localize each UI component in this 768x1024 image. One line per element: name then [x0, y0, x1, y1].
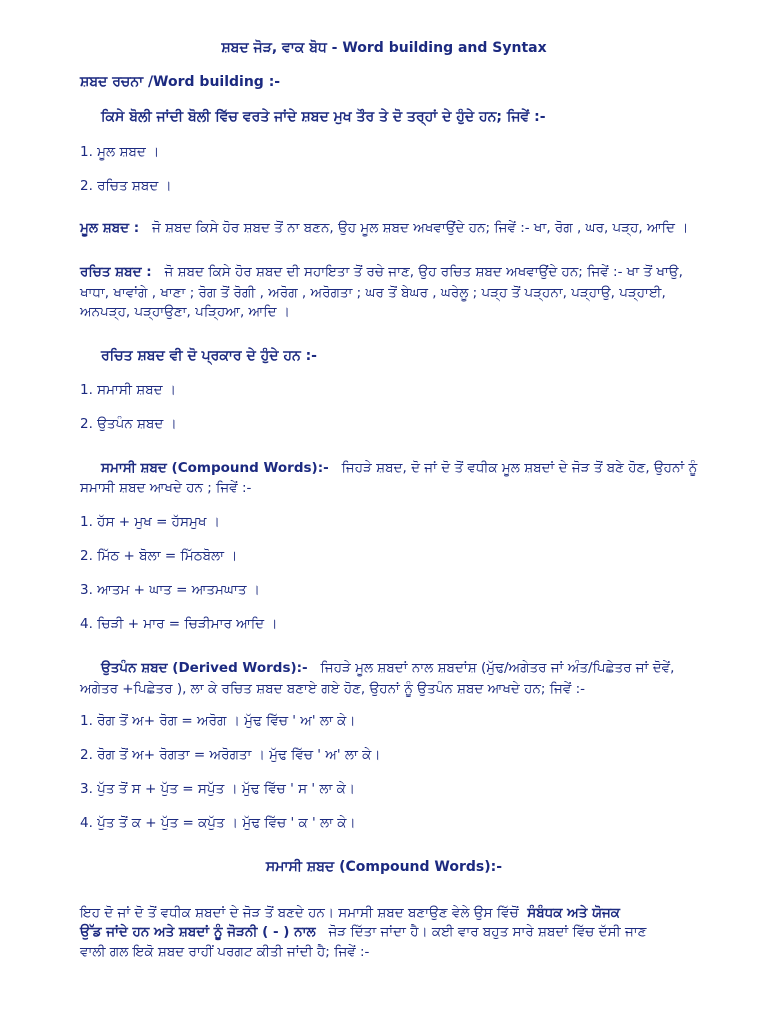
list-item: 2. ਰੋਗ ਤੋਂ ਅ+ ਰੋਗਤਾ = ਅਰੋਗਤਾ । ਮੁੱਢ ਵਿੱਚ ' ਅ' ਲਾ ਕੇ।: [80, 747, 381, 763]
samasi2-text-1b: ਸੰਬੰਧਕ ਅਤੇ ਯੋਜਕ: [527, 905, 621, 921]
word-building-heading: ਸ਼ਬਦ ਰਚਨਾ /Word building :-: [80, 74, 281, 90]
utpann-paragraph-line-1: [101, 658, 674, 678]
samasi-section-heading: ਸਮਾਸੀ ਸ਼ਬਦ (Compound Words):-: [265, 859, 503, 875]
list-item: 4. ਚਿੜੀ + ਮਾਰ = ਚਿੜੀਮਾਰ ਆਦਿ ।: [80, 616, 278, 632]
samasi2-text-2a: ਉੱਡ ਜਾਂਦੇ ਹਨ ਅਤੇ ਸ਼ਬਦਾਂ ਨੂੰ ਜੋੜਨੀ ( - ) ਨਾਲ: [80, 924, 316, 940]
list-item: 2. ਰਚਿਤ ਸ਼ਬਦ ।: [80, 178, 172, 194]
rachit-text-2: ਖਾਧਾ, ਖਾਵਾਂਗੇ , ਖਾਣਾ ; ਰੋਗ ਤੋਂ ਰੋਗੀ , ਅਰੋਗ , ਅਰੋਗਤਾ ; ਘਰ ਤੋਂ ਬੇਘਰ , ਘਰੇਲੂ ; ਪੜ੍ਹ ਤੋਂ ਪੜ੍ਹਨਾ, ਪੜ੍ਹਾਉ, ਪੜ੍ਹਾਈ,: [80, 285, 666, 301]
samasi2-line-2: [80, 922, 646, 942]
samasi-label: ਸਮਾਸੀ ਸ਼ਬਦ (Compound Words):-: [101, 460, 329, 476]
samasi2-text-1a: ਇਹ ਦੋ ਜਾਂ ਦੋ ਤੋਂ ਵਧੀਕ ਸ਼ਬਦਾਂ ਦੇ ਜੋੜ ਤੋਂ ਬਣਦੇ ਹਨ। ਸਮਾਸੀ ਸ਼ਬਦ ਬਣਾਉਣ ਵੇਲੇ ਉਸ ਵਿੱਚੋਂ: [80, 905, 519, 921]
list-item: 2. ਉਤਪੰਨ ਸ਼ਬਦ ।: [80, 416, 177, 432]
rachit-text-3: ਅਨਪੜ੍ਹ, ਪੜ੍ਹਾਉਣਾ, ਪੜ੍ਹਿਆ, ਆਦਿ ।: [80, 304, 290, 320]
list-item: 2. ਮਿੱਠ + ਬੋਲਾ = ਮਿੱਠਬੋਲਾ ।: [80, 548, 238, 564]
list-item: 3. ਆਤਮ + ਘਾਤ = ਆਤਮਘਾਤ ।: [80, 582, 260, 598]
rachit-paragraph-line-1: [80, 262, 683, 282]
samasi-text-2: ਸਮਾਸੀ ਸ਼ਬਦ ਆਖਦੇ ਹਨ ; ਜਿਵੇਂ :-: [80, 480, 252, 496]
utpann-label: ਉਤਪੰਨ ਸ਼ਬਦ (Derived Words):-: [101, 660, 308, 676]
samasi2-line-1: [80, 903, 620, 923]
samasi2-line-3: ਵਾਲੀ ਗਲ ਇਕੋ ਸ਼ਬਦ ਰਾਹੀਂ ਪਰਗਟ ਕੀਤੀ ਜਾਂਦੀ ਹੈ; ਜਿਵੇਂ :-: [80, 944, 370, 960]
word-building-intro: ਕਿਸੇ ਬੋਲੀ ਜਾਂਦੀ ਬੋਲੀ ਵਿੱਚ ਵਰਤੇ ਜਾਂਦੇ ਸ਼ਬਦ ਮੁਖ ਤੌਰ ਤੇ ਦੋ ਤਰ੍ਹਾਂ ਦੇ ਹੁੰਦੇ ਹਨ; ਜਿਵੇਂ :-: [101, 109, 546, 125]
list-item: 1. ਹੱਸ + ਮੁਖ = ਹੱਸਮੁਖ ।: [80, 514, 220, 530]
mool-text: ਜੋ ਸ਼ਬਦ ਕਿਸੇ ਹੋਰ ਸ਼ਬਦ ਤੋਂ ਨਾ ਬਣਨ, ਉਹ ਮੂਲ ਸ਼ਬਦ ਅਖਵਾਉਂਦੇ ਹਨ; ਜਿਵੇਂ :- ਖਾ, ਰੋਗ , ਘਰ, ਪੜ੍ਹ, ਆਦਿ ।: [152, 220, 689, 236]
list-item: 4. ਪੁੱਤ ਤੋਂ ਕ + ਪੁੱਤ = ਕਪੁੱਤ । ਮੁੱਢ ਵਿੱਚ ' ਕ ' ਲਾ ਕੇ।: [80, 815, 356, 831]
utpann-text-1: ਜਿਹੜੇ ਮੂਲ ਸ਼ਬਦਾਂ ਨਾਲ ਸ਼ਬਦਾਂਸ਼ (ਮੁੱਢ/ਅਗੇਤਰ ਜਾਂ ਅੰਤ/ਪਿਛੇਤਰ ਜਾਂ ਦੋਵੇਂ,: [320, 660, 675, 676]
page-title: ਸ਼ਬਦ ਜੋੜ, ਵਾਕ ਬੋਧ - Word building and Syntax: [221, 40, 547, 56]
list-item: 1. ਸਮਾਸੀ ਸ਼ਬਦ ।: [80, 382, 176, 398]
samasi2-text-2b: ਜੋੜ ਦਿੱਤਾ ਜਾਂਦਾ ਹੈ। ਕਈ ਵਾਰ ਬਹੁਤ ਸਾਰੇ ਸ਼ਬਦਾਂ ਵਿੱਚ ਦੱਸੀ ਜਾਣ: [328, 924, 647, 940]
utpann-text-2: ਅਗੇਤਰ +ਪਿਛੇਤਰ ), ਲਾ ਕੇ ਰਚਿਤ ਸ਼ਬਦ ਬਣਾਏ ਗਏ ਹੋਣ, ਉਹਨਾਂ ਨੂੰ ਉਤਪੰਨ ਸ਼ਬਦ ਆਖਦੇ ਹਨ; ਜਿਵੇਂ :-: [80, 681, 586, 697]
samasi-paragraph-line-1: [101, 458, 697, 478]
rachit-text-1: ਜੋ ਸ਼ਬਦ ਕਿਸੇ ਹੋਰ ਸ਼ਬਦ ਦੀ ਸਹਾਇਤਾ ਤੋਂ ਰਚੇ ਜਾਣ, ਉਹ ਰਚਿਤ ਸ਼ਬਦ ਅਖਵਾਉਂਦੇ ਹਨ; ਜਿਵੇਂ :- ਖਾ ਤੋਂ ਖਾਉ,: [164, 264, 683, 280]
mool-label: ਮੂਲ ਸ਼ਬਦ :: [80, 220, 140, 236]
rachit-label: ਰਚਿਤ ਸ਼ਬਦ :: [80, 264, 152, 280]
mool-paragraph: [80, 218, 688, 238]
samasi-text-1: ਜਿਹੜੇ ਸ਼ਬਦ, ਦੋ ਜਾਂ ਦੋ ਤੋਂ ਵਧੀਕ ਮੂਲ ਸ਼ਬਦਾਂ ਦੇ ਜੋੜ ਤੋਂ ਬਣੇ ਹੋਣ, ਉਹਨਾਂ ਨੂੰ: [341, 460, 698, 476]
rachit-types-heading: ਰਚਿਤ ਸ਼ਬਦ ਵੀ ਦੋ ਪ੍ਰਕਾਰ ਦੇ ਹੁੰਦੇ ਹਨ :-: [101, 348, 317, 364]
list-item: 1. ਰੋਗ ਤੋਂ ਅ+ ਰੋਗ = ਅਰੋਗ । ਮੁੱਢ ਵਿੱਚ ' ਅ' ਲਾ ਕੇ।: [80, 713, 356, 729]
list-item: 1. ਮੂਲ ਸ਼ਬਦ ।: [80, 144, 160, 160]
list-item: 3. ਪੁੱਤ ਤੋਂ ਸ + ਪੁੱਤ = ਸਪੁੱਤ । ਮੁੱਢ ਵਿੱਚ ' ਸ ' ਲਾ ਕੇ।: [80, 781, 355, 797]
